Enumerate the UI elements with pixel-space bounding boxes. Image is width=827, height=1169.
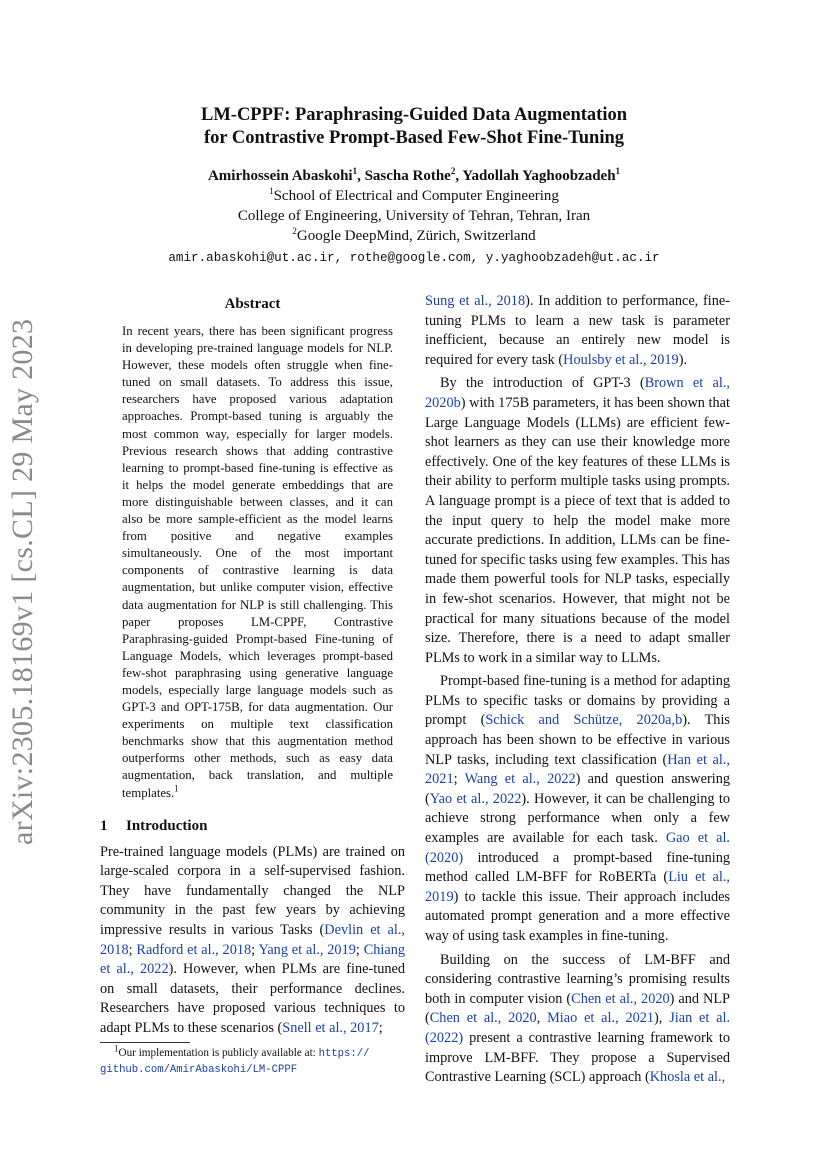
p4-sep-2: , [536, 1010, 548, 1027]
affiliation-1-text: School of Electrical and Computer Engineering [273, 188, 559, 204]
p4-text-1: Building on the success of LM-BFF and considering contrastive learning’s promising results both in computer vision ( [425, 951, 730, 1007]
citation-miao[interactable]: Miao et al., 2021 [547, 1010, 655, 1027]
author-2-affiliation-mark: 2 [450, 166, 456, 176]
citation-chen-vision[interactable]: Chen et al., 2020 [571, 990, 670, 1007]
abstract-heading: Abstract [224, 296, 281, 312]
citation-sung[interactable]: Sung et al., 2018 [425, 293, 526, 309]
author-3: Yadollah Yaghoobzadeh [462, 168, 616, 184]
affiliation-2-text: Google DeepMind, Zürich, Switzerland [296, 228, 536, 244]
citation-yao[interactable]: Yao et al., 2022 [429, 790, 522, 807]
p1-sep-5: ; [378, 1019, 383, 1036]
citation-yang[interactable]: Yang et al., 2019 [258, 941, 356, 958]
section-number: 1 [100, 817, 108, 834]
p4-text-3: ), [654, 1010, 670, 1027]
paper-title [100, 104, 728, 150]
footnote-mark: 1 [174, 783, 179, 794]
p1-sep-3: ; [355, 941, 364, 958]
p3-text-3: ) and question answering ( [425, 771, 731, 807]
citation-khosla[interactable]: Khosla et al., [649, 1069, 726, 1086]
section-title: Introduction [126, 817, 208, 834]
citation-radford[interactable]: Radford et al., 2018 [136, 941, 252, 958]
p3-text-5: introduced a prompt-based fine-tuning method called LM-BFF for RoBERTa ( [425, 849, 730, 886]
author-3-affiliation-mark: 1 [615, 166, 621, 176]
citation-chiang[interactable]: Chiang et al., 2022 [100, 941, 405, 978]
citation-devlin[interactable]: Devlin et al., 2018 [100, 922, 405, 958]
author-1-affiliation-mark: 1 [352, 166, 358, 176]
p4-text-4: present a contrastive learning framework to improve LM-BFF. They propose a Supervised Contrastive Learning (SCL) approach ( [425, 1029, 730, 1086]
p1-sep-1: ; [128, 941, 137, 958]
footnote-number: 1 [114, 1043, 119, 1054]
intro-paragraph-1-continued [425, 292, 730, 370]
arxiv-identifier: arXiv:2305.18169v1 [cs.CL] 29 May 2023 [6, 318, 39, 845]
p2-text-1: By the introduction of GPT-3 ( [440, 375, 645, 392]
p4-text-2: ) and NLP ( [425, 990, 731, 1027]
citation-schick[interactable]: Schick and Schütze, 2020a,b [485, 712, 683, 729]
citation-snell[interactable]: Snell et al., 2017 [282, 1019, 379, 1036]
author-2: Sascha Rothe [364, 168, 451, 184]
p2-text-2: ) with 175B parameters, it has been shown that Large Language Models (LLMs) are efficient few-shot learners as they can use their knowledge more effectively. One of the key features of these LLMs is their ability to perform multiple tasks using prompts. A language prompt is a piece of text that is added to the input query to help the model make more accurate predictions. In addition, LLMs can be fine-tuned for specific tasks using few examples. This has made them powerful tools for NLP tasks, especially in few-shot scenarios. However, that might not be practical for many situations because of the model size. Therefore, there is a need to adapt smaller PLMs to work in a similar way to LLMs. [425, 394, 730, 666]
section-heading-introduction [100, 818, 405, 835]
affiliation-2 [100, 226, 728, 246]
citation-houlsby[interactable]: Houlsby et al., 2019 [563, 351, 679, 368]
author-names: Amirhossein Abaskohi$^1$, Sascha Rothe$^2$, Yadollah Yaghoobzadeh$^1$ [207, 166, 621, 184]
abstract-text [122, 323, 393, 802]
intro-paragraph-3 [425, 672, 730, 946]
affiliation-1-mark: 1 [269, 186, 274, 196]
p3-text-4: ). However, it can be challenging to achieve strong performance when only a few examples are available for each task. [425, 790, 730, 847]
citation-wang[interactable]: Wang et al., 2022 [464, 771, 576, 788]
intro-paragraph-4 [425, 951, 730, 1088]
p3-text-2: ). This approach has been shown to be effective in various NLP tasks, including text classification ( [425, 712, 730, 768]
title-line-2: for Contrastive Prompt-Based Few-Shot Fine-Tuning [203, 128, 625, 148]
citation-han[interactable]: Han et al., 2021 [425, 751, 730, 788]
affiliation-1 [100, 186, 728, 206]
affiliation-2-mark: 2 [292, 226, 297, 236]
p1-sep-2: ; [251, 941, 259, 958]
p1c-text-1: ). In addition to performance, fine-tuning PLMs to learn a new task is parameter inefficient, because an entirely new model is required for every task ( [425, 293, 731, 368]
citation-gao[interactable]: Gao et al. (2020) [425, 830, 730, 866]
p3-text-1: Prompt-based fine-tuning is a method for adapting PLMs to specific tasks or domains by providing a prompt ( [425, 673, 730, 729]
right-column [425, 292, 730, 1088]
citation-jian[interactable]: Jian et al. (2022) [425, 1010, 731, 1046]
footnote [100, 1043, 405, 1078]
abstract-body: In recent years, there has been significant progress in developing pre-trained language models for NLP. However, these models often struggle when fine-tuned on small datasets. To address this issue, researchers have proposed various adaptation approaches. Prompt-based tuning is arguably the most common way, especially for larger models. Previous research shows that adding contrastive learning to prompt-based fine-tuning is effective as it helps the model generate embeddings that are more distinguishable between classes, and it can also be more sample-efficient as the model learns from positive and negative examples simultaneously. One of the most important components of contrastive learning is data augmentation, but unlike computer vision, effective data augmentation for NLP is still challenging. This paper proposes LM-CPPF, Contrastive Paraphrasing-guided Prompt-based Fine-tuning of Language Models, which leverages prompt-based few-shot paraphrasing using generative language models, especially large language models such as GPT-3 and OPT-175B, for data augmentation. Our experiments on multiple text classification benchmarks show that this augmentation method outperforms other methods, such as easy data augmentation, back translation, and multiple templates. [122, 324, 393, 800]
author-block [100, 166, 728, 268]
p1c-text-2: ). [678, 351, 688, 368]
footnote-link-part-1[interactable]: https:// [318, 1048, 370, 1060]
p3-sep-2: ; [453, 771, 465, 788]
citation-liu[interactable]: Liu et al., 2019 [425, 869, 730, 905]
author-emails: amir.abaskohi@ut.ac.ir, rothe@google.com, y.yaghoobzadeh@ut.ac.ir [168, 251, 660, 265]
footnote-text: Our implementation is publicly available at: [118, 1047, 319, 1059]
citation-brown[interactable]: Brown et al., 2020b [425, 375, 731, 411]
left-column [100, 292, 405, 1039]
footnote-link-part-2[interactable]: github.com/AmirAbaskohi/LM-CPPF [100, 1064, 298, 1076]
p3-text-6: ) to tackle this issue. Their approach includes automated prompt generation and a more effective way of using task examples in fine-tuning. [425, 888, 730, 944]
p1-text-1: Pre-trained language models (PLMs) are trained on large-scaled corpora in a self-supervised fashion. They have fundamentally changed the NLP community in the past few years by achieving impressive results in various Tasks ( [100, 843, 405, 938]
intro-paragraph-2 [425, 374, 730, 668]
affiliation-1b: College of Engineering, University of Tehran, Tehran, Iran [237, 208, 591, 224]
title-line-1: LM-CPPF: Paraphrasing-Guided Data Augmentation [200, 105, 627, 125]
intro-paragraph-1 [100, 843, 405, 1039]
p1-text-2: ). However, when PLMs are fine-tuned on small datasets, their performance declines. Researchers have proposed various techniques to adapt PLMs to these scenarios ( [100, 961, 405, 1036]
citation-chen-nlp[interactable]: Chen et al., 2020 [429, 1010, 537, 1027]
author-1: Amirhossein Abaskohi [207, 168, 353, 184]
